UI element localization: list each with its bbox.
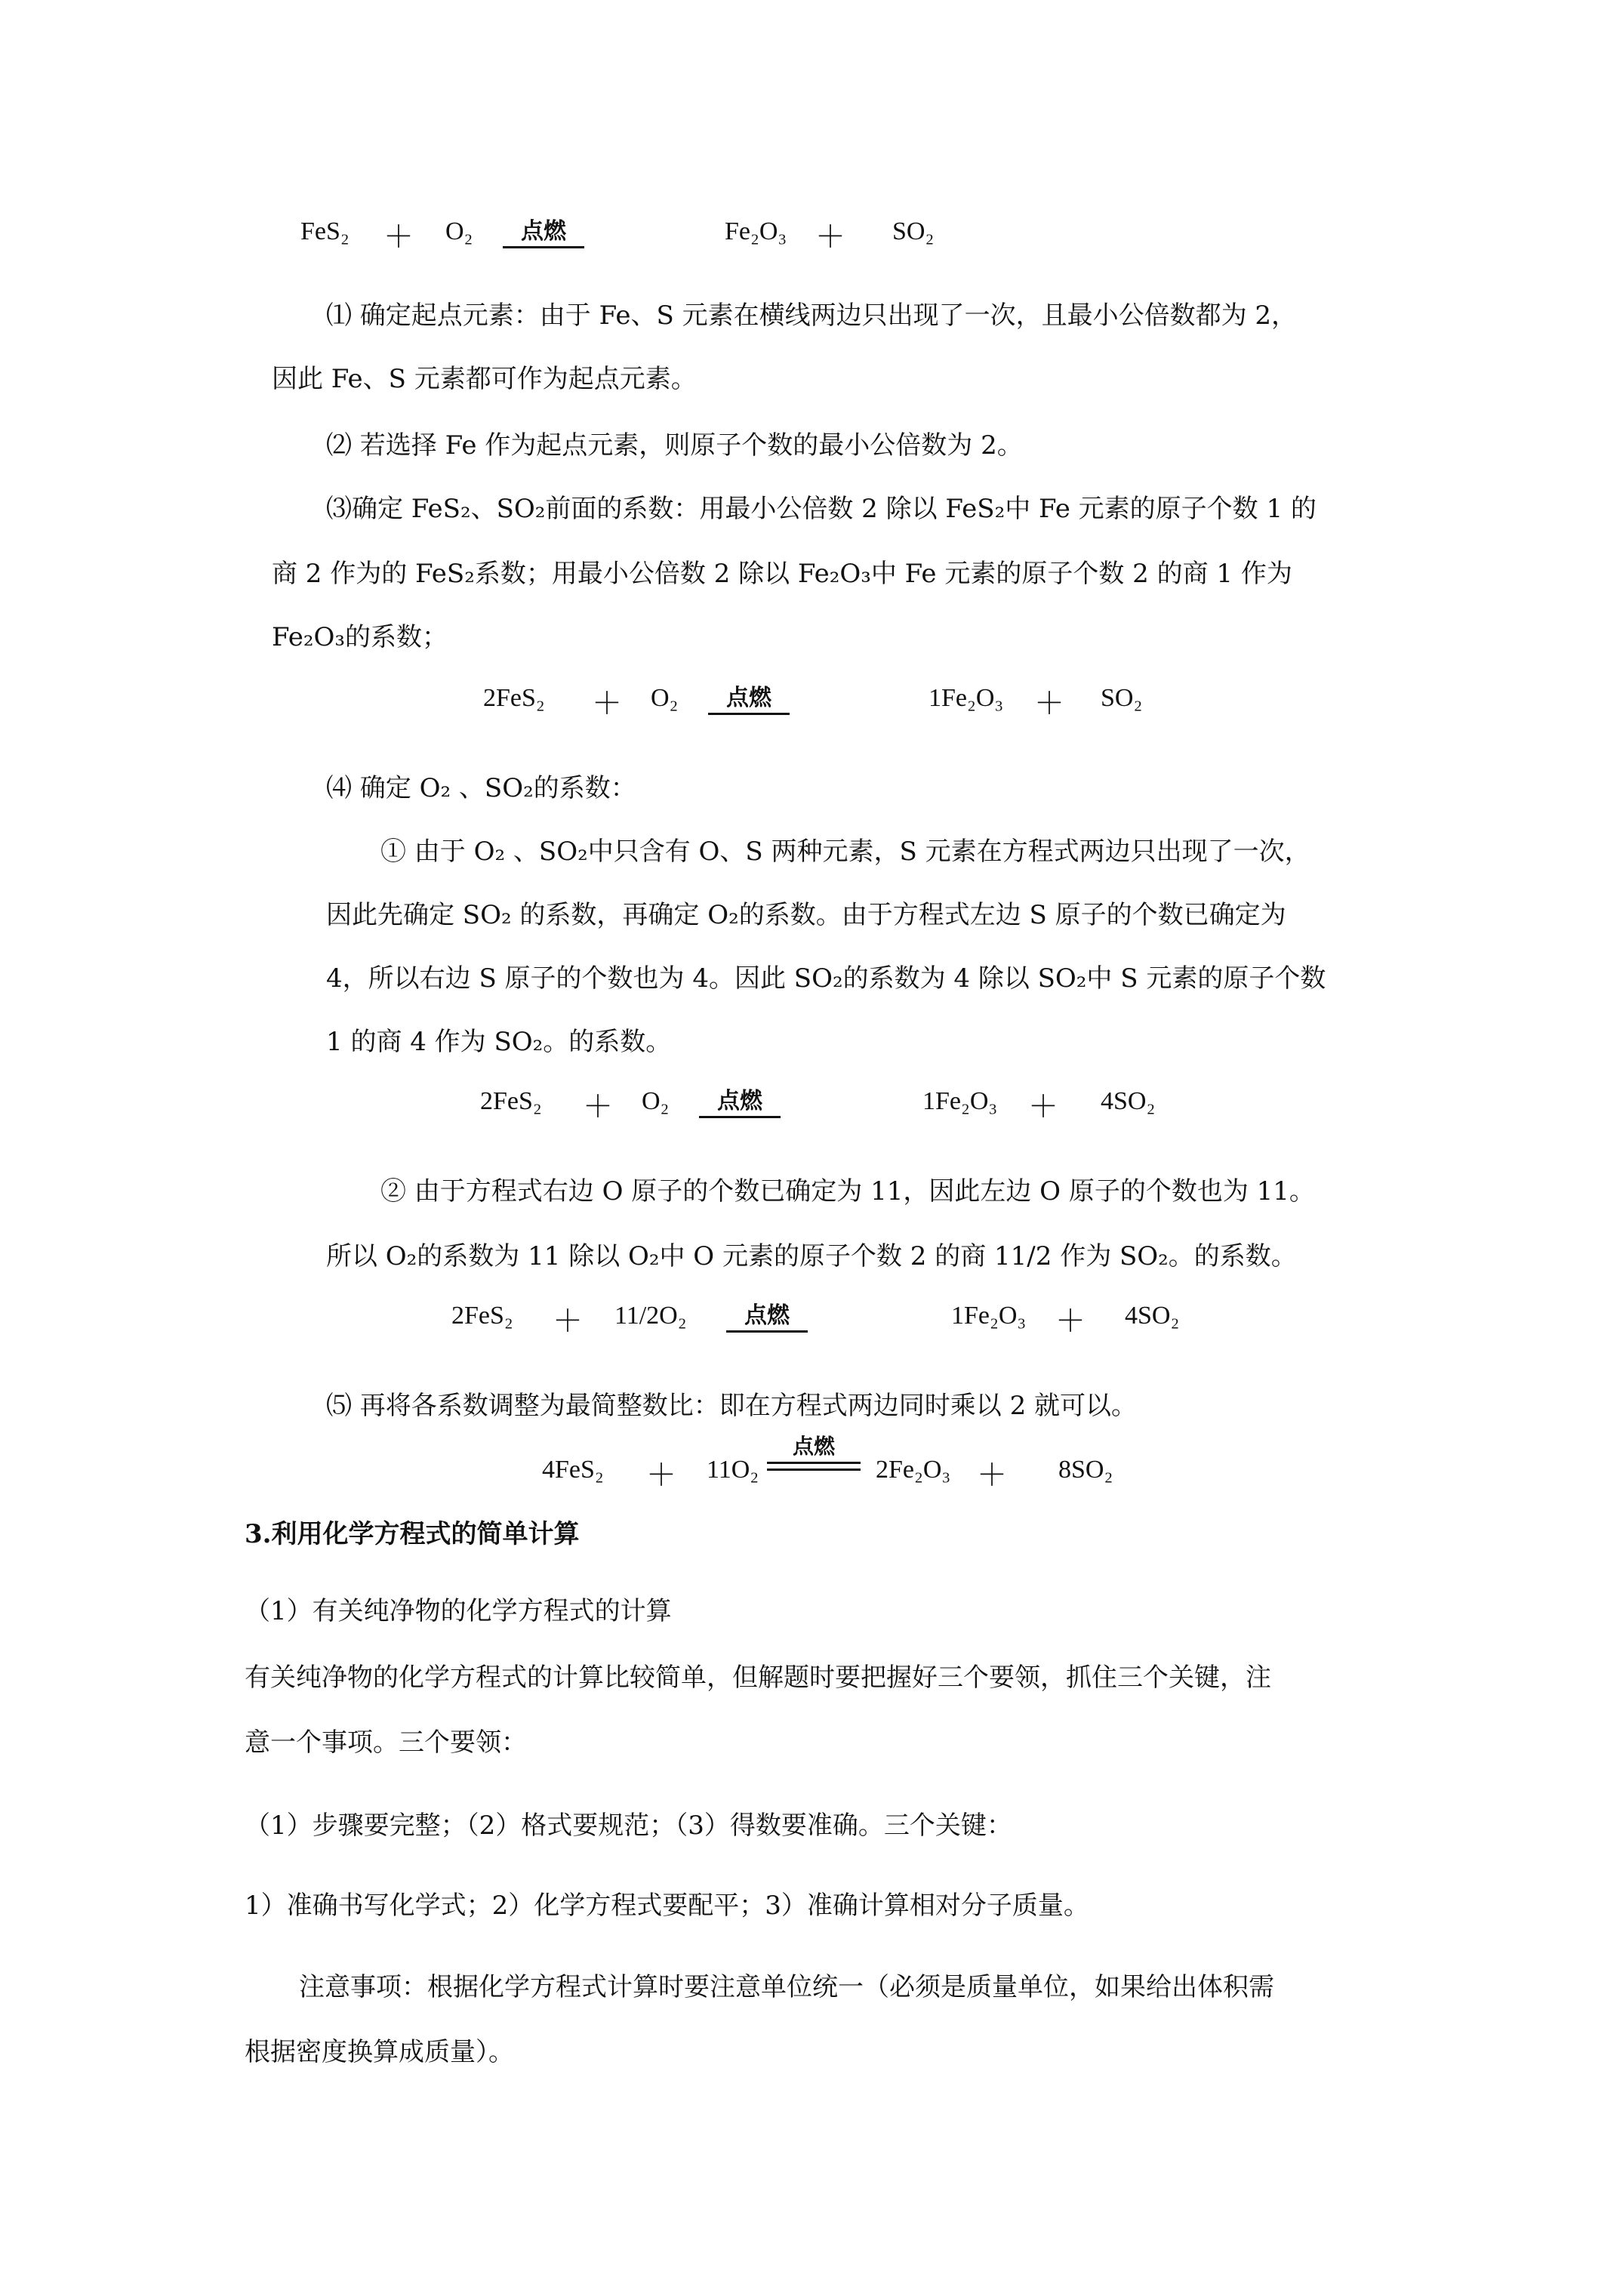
reactant: FeS₂ bbox=[300, 217, 350, 245]
equation-1 bbox=[300, 210, 980, 255]
reactant: 11/2O₂ bbox=[614, 1302, 687, 1330]
reactant: 11O₂ bbox=[707, 1456, 759, 1484]
paragraph-line: 1）准确书写化学式；2）化学方程式要配平；3）准确计算相对分子质量。 bbox=[245, 1891, 1089, 1921]
step-3-line: ⑶确定 FeS₂、SO₂前面的系数：用最小公倍数 2 除以 FeS₂中 Fe 元素的原子个数 1 的 bbox=[326, 494, 1317, 524]
equation-2 bbox=[483, 676, 1163, 722]
section-heading: 3.利用化学方程式的简单计算 bbox=[245, 1519, 580, 1549]
step-4b-line: ② 由于方程式右边 O 原子的个数已确定为 11，因此左边 O 原子的个数也为 11。 bbox=[380, 1176, 1315, 1207]
step-5-line: ⑸ 再将各系数调整为最简整数比：即在方程式两边同时乘以 2 就可以。 bbox=[326, 1391, 1138, 1421]
reactant: O₂ bbox=[651, 684, 679, 712]
step-4-line: ⑷ 确定 O₂ 、SO₂的系数： bbox=[326, 773, 636, 803]
reactant: O₂ bbox=[642, 1087, 670, 1115]
product: Fe₂O₃ bbox=[725, 217, 787, 245]
equation-5 bbox=[542, 1435, 1221, 1495]
reactant: 2FeS₂ bbox=[451, 1302, 513, 1330]
step-4b-line: 所以 O₂的系数为 11 除以 O₂中 O 元素的原子个数 2 的商 11/2 作为 SO₂。的系数。 bbox=[326, 1241, 1297, 1271]
step-1-line: ⑴ 确定起点元素：由于 Fe、S 元素在横线两边只出现了一次，且最小公倍数都为 2， bbox=[326, 300, 1298, 331]
step-4a-line: 1 的商 4 作为 SO₂。的系数。 bbox=[326, 1027, 672, 1057]
plus-sign: ＋ bbox=[383, 220, 414, 254]
reaction-condition: 点燃 bbox=[726, 1302, 808, 1333]
plus-sign: ＋ bbox=[646, 1458, 676, 1492]
equation-3 bbox=[480, 1080, 1160, 1125]
plus-sign: ＋ bbox=[1028, 1089, 1058, 1123]
reactant: 2FeS₂ bbox=[480, 1087, 542, 1115]
reactant: 2FeS₂ bbox=[483, 684, 545, 712]
step-3-line: 商 2 作为的 FeS₂系数；用最小公倍数 2 除以 Fe₂O₃中 Fe 元素的原子个数 2 的商 1 作为 bbox=[272, 559, 1292, 589]
plus-sign: ＋ bbox=[1034, 686, 1064, 720]
plus-sign: ＋ bbox=[815, 220, 845, 254]
paragraph-line: （1）步骤要完整；（2）格式要规范；（3）得数要准确。三个关键： bbox=[245, 1811, 1012, 1841]
equation-4 bbox=[451, 1294, 1206, 1339]
step-4a-line: 4，所以右边 S 原子的个数也为 4。因此 SO₂的系数为 4 除以 SO₂中 S 元素的原子个数 bbox=[326, 963, 1326, 994]
product: 1Fe₂O₃ bbox=[929, 684, 1004, 712]
reaction-condition: 点燃 bbox=[503, 217, 584, 248]
paragraph-line: 有关纯净物的化学方程式的计算比较简单，但解题时要把握好三个要领，抓住三个关键，注 bbox=[245, 1663, 1271, 1693]
double-line-sign bbox=[767, 1462, 861, 1471]
reactant: O₂ bbox=[445, 217, 473, 245]
reaction-condition: 点燃 bbox=[708, 684, 790, 715]
product: 4SO₂ bbox=[1101, 1087, 1156, 1115]
product: 2Fe₂O₃ bbox=[876, 1456, 951, 1484]
product: 1Fe₂O₃ bbox=[922, 1087, 998, 1115]
plus-sign: ＋ bbox=[977, 1458, 1007, 1492]
plus-sign: ＋ bbox=[1055, 1304, 1086, 1338]
product: 4SO₂ bbox=[1125, 1302, 1180, 1330]
step-3-line: Fe₂O₃的系数； bbox=[272, 622, 448, 652]
step-4a-line: 因此先确定 SO₂ 的系数，再确定 O₂的系数。由于方程式左边 S 原子的个数已确定为 bbox=[326, 900, 1286, 930]
step-4a-line: ① 由于 O₂ 、SO₂中只含有 O、S 两种元素，S 元素在方程式两边只出现了一次， bbox=[380, 837, 1310, 867]
product: SO₂ bbox=[892, 217, 935, 245]
reaction-condition: 点燃 bbox=[699, 1087, 781, 1118]
plus-sign: ＋ bbox=[583, 1089, 613, 1123]
paragraph-line: 意一个事项。三个要领： bbox=[245, 1727, 527, 1758]
paragraph-line: 注意事项：根据化学方程式计算时要注意单位统一（必须是质量单位，如果给出体积需 bbox=[299, 1972, 1274, 2002]
reaction-condition bbox=[767, 1430, 861, 1471]
step-2-line: ⑵ 若选择 Fe 作为起点元素，则原子个数的最小公倍数为 2。 bbox=[326, 430, 1023, 461]
condition-label: 点燃 bbox=[792, 1435, 835, 1459]
product: 1Fe₂O₃ bbox=[951, 1302, 1027, 1330]
plus-sign: ＋ bbox=[553, 1304, 583, 1338]
product: SO₂ bbox=[1101, 684, 1143, 712]
plus-sign: ＋ bbox=[592, 686, 622, 720]
reactant: 4FeS₂ bbox=[542, 1456, 604, 1484]
product: 8SO₂ bbox=[1058, 1456, 1113, 1484]
subsection-heading: （1）有关纯净物的化学方程式的计算 bbox=[245, 1596, 672, 1626]
paragraph-line: 根据密度换算成质量）。 bbox=[245, 2037, 514, 2067]
step-1-line: 因此 Fe、S 元素都可作为起点元素。 bbox=[272, 364, 697, 394]
